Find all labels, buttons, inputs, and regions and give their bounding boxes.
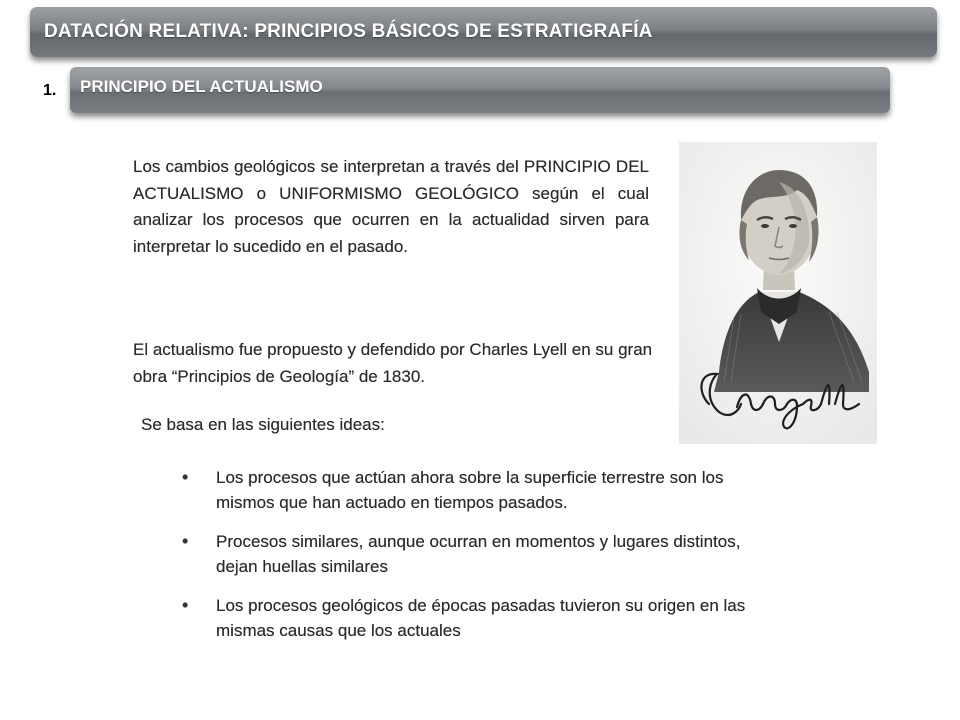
slide-title: DATACIÓN RELATIVA: PRINCIPIOS BÁSICOS DE ESTRATIGRAFÍA xyxy=(44,21,653,42)
paragraph-actualismo: Los cambios geológicos se interpretan a través del PRINCIPIO DEL ACTUALISMO o UNIFORMISMO GEOLÓGICO según el cual analizar los procesos que ocurren en la actualidad sirven para interpretar lo sucedido en el pasado. xyxy=(133,157,649,256)
section-title-bar xyxy=(70,67,890,113)
section-title: PRINCIPIO DEL ACTUALISMO xyxy=(80,77,323,96)
ideas-list xyxy=(180,465,780,657)
charles-lyell-portrait xyxy=(679,142,877,444)
ideas-intro: Se basa en las siguientes ideas: xyxy=(141,415,385,434)
slide-title-bar xyxy=(30,7,937,57)
section-number: 1. xyxy=(43,82,57,99)
portrait-engraving xyxy=(679,142,877,444)
list-item: • Los procesos que actúan ahora sobre la superficie terrestre son los mismos que han actuado en tiempos pasados. xyxy=(180,465,780,515)
paragraph-lyell: El actualismo fue propuesto y defendido por Charles Lyell en su gran obra “Principios de Geología” de 1830. xyxy=(133,340,653,386)
list-item: • Los procesos geológicos de épocas pasadas tuvieron su origen en las mismas causas que los actuales xyxy=(180,593,780,643)
list-item: • Procesos similares, aunque ocurran en momentos y lugares distintos, dejan huellas similares xyxy=(180,529,780,579)
